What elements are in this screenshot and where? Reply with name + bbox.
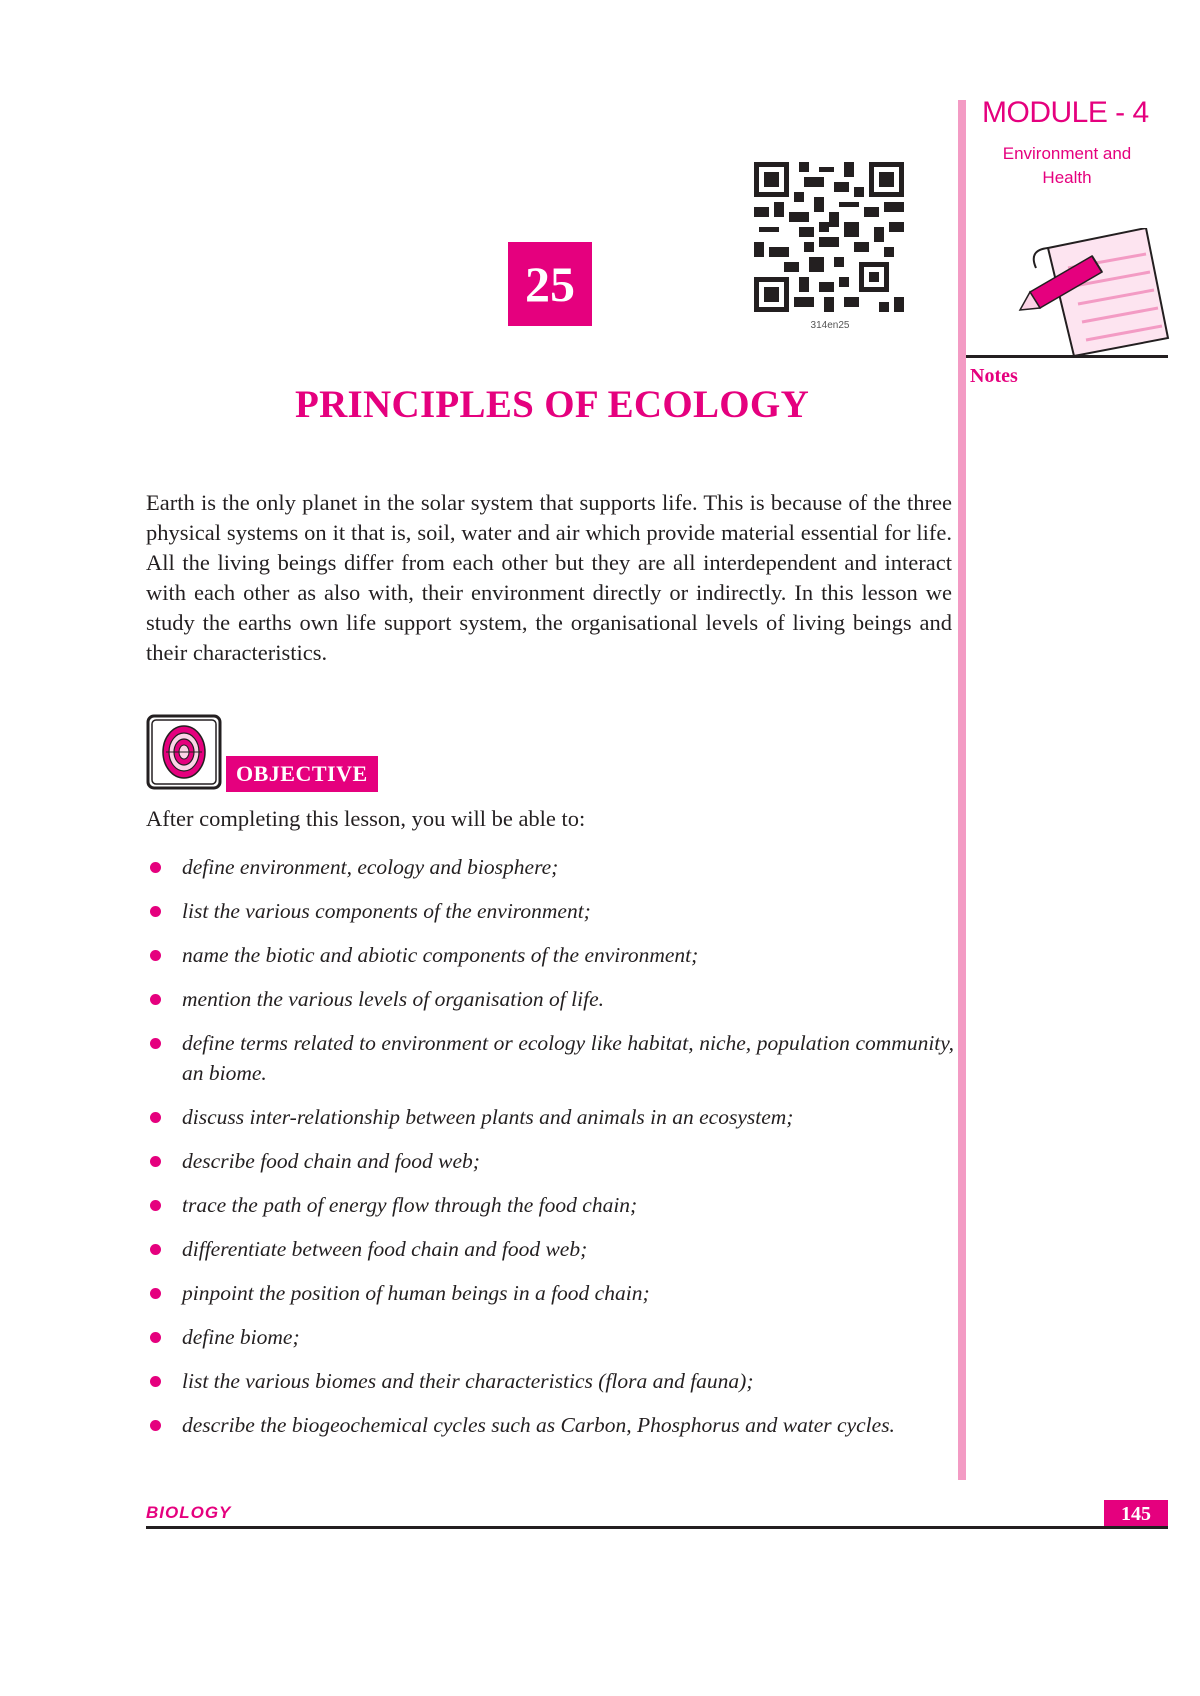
target-icon bbox=[146, 714, 222, 790]
qr-code-icon bbox=[754, 162, 904, 312]
list-item bbox=[146, 1190, 954, 1220]
page-number: 145 bbox=[1104, 1500, 1168, 1528]
list-item-text: define terms related to environment or ecology like habitat, niche, population community, an biome. bbox=[182, 1031, 954, 1085]
footer-subject: BIOLOGY bbox=[146, 1503, 232, 1522]
bullet-icon bbox=[150, 1112, 161, 1123]
list-item bbox=[146, 1410, 954, 1440]
bullet-icon bbox=[150, 1156, 161, 1167]
list-item-text: trace the path of energy flow through the food chain; bbox=[182, 1193, 638, 1217]
list-item-text: list the various biomes and their characteristics (flora and fauna); bbox=[182, 1369, 754, 1393]
list-item-text: discuss inter-relationship between plants and animals in an ecosystem; bbox=[182, 1105, 794, 1129]
objective-list bbox=[146, 852, 954, 1454]
bullet-icon bbox=[150, 1200, 161, 1211]
notepad-pencil-icon bbox=[1018, 228, 1174, 368]
list-item bbox=[146, 1278, 954, 1308]
qr-caption: 314en25 bbox=[810, 320, 850, 331]
bullet-icon bbox=[150, 1420, 161, 1431]
chapter-title: PRINCIPLES OF ECOLOGY bbox=[294, 383, 810, 426]
list-item bbox=[146, 1234, 954, 1264]
objective-lead: After completing this lesson, you will be able to: bbox=[146, 806, 586, 831]
list-item bbox=[146, 896, 954, 926]
list-item bbox=[146, 1028, 954, 1088]
list-item-text: list the various components of the environment; bbox=[182, 899, 591, 923]
list-item bbox=[146, 1102, 954, 1132]
module-subtitle-line2: Health bbox=[1042, 168, 1092, 187]
notes-label: Notes bbox=[970, 365, 1018, 387]
bullet-icon bbox=[150, 1288, 161, 1299]
module-subtitle bbox=[982, 142, 1152, 190]
bullet-icon bbox=[150, 862, 161, 873]
bullet-icon bbox=[150, 1244, 161, 1255]
bullet-icon bbox=[150, 1332, 161, 1343]
margin-divider bbox=[958, 100, 966, 1480]
notes-rule bbox=[966, 355, 1168, 358]
list-item-text: describe food chain and food web; bbox=[182, 1149, 480, 1173]
list-item-text: define biome; bbox=[182, 1325, 300, 1349]
objective-label: OBJECTIVE bbox=[226, 756, 378, 792]
list-item bbox=[146, 940, 954, 970]
list-item-text: name the biotic and abiotic components of the environment; bbox=[182, 943, 699, 967]
list-item bbox=[146, 1366, 954, 1396]
list-item bbox=[146, 852, 954, 882]
list-item-text: mention the various levels of organisation of life. bbox=[182, 987, 604, 1011]
intro-paragraph: Earth is the only planet in the solar system that supports life. This is because of the three physical systems on it that is, soil, water and air which provide material essential for life. All the living beings differ from each other but they are all interdependent and interact with each other as also with, their environment directly or indirectly. In this lesson we study the earths own life support system, the organisational levels of living beings and their characteristics. bbox=[146, 490, 952, 665]
list-item-text: pinpoint the position of human beings in a food chain; bbox=[182, 1281, 650, 1305]
list-item-text: describe the biogeochemical cycles such as Carbon, Phosphorus and water cycles. bbox=[182, 1413, 895, 1437]
bullet-icon bbox=[150, 906, 161, 917]
list-item bbox=[146, 1322, 954, 1352]
list-item-text: define environment, ecology and biosphere; bbox=[182, 855, 559, 879]
bullet-icon bbox=[150, 1038, 161, 1049]
list-item bbox=[146, 1146, 954, 1176]
chapter-number: 25 bbox=[508, 242, 592, 326]
bullet-icon bbox=[150, 994, 161, 1005]
bullet-icon bbox=[150, 1376, 161, 1387]
module-subtitle-line1: Environment and bbox=[1002, 144, 1132, 163]
list-item-text: differentiate between food chain and food web; bbox=[182, 1237, 588, 1261]
list-item bbox=[146, 984, 954, 1014]
module-title: MODULE - 4 bbox=[982, 96, 1149, 129]
footer-rule bbox=[146, 1526, 1168, 1529]
bullet-icon bbox=[150, 950, 161, 961]
